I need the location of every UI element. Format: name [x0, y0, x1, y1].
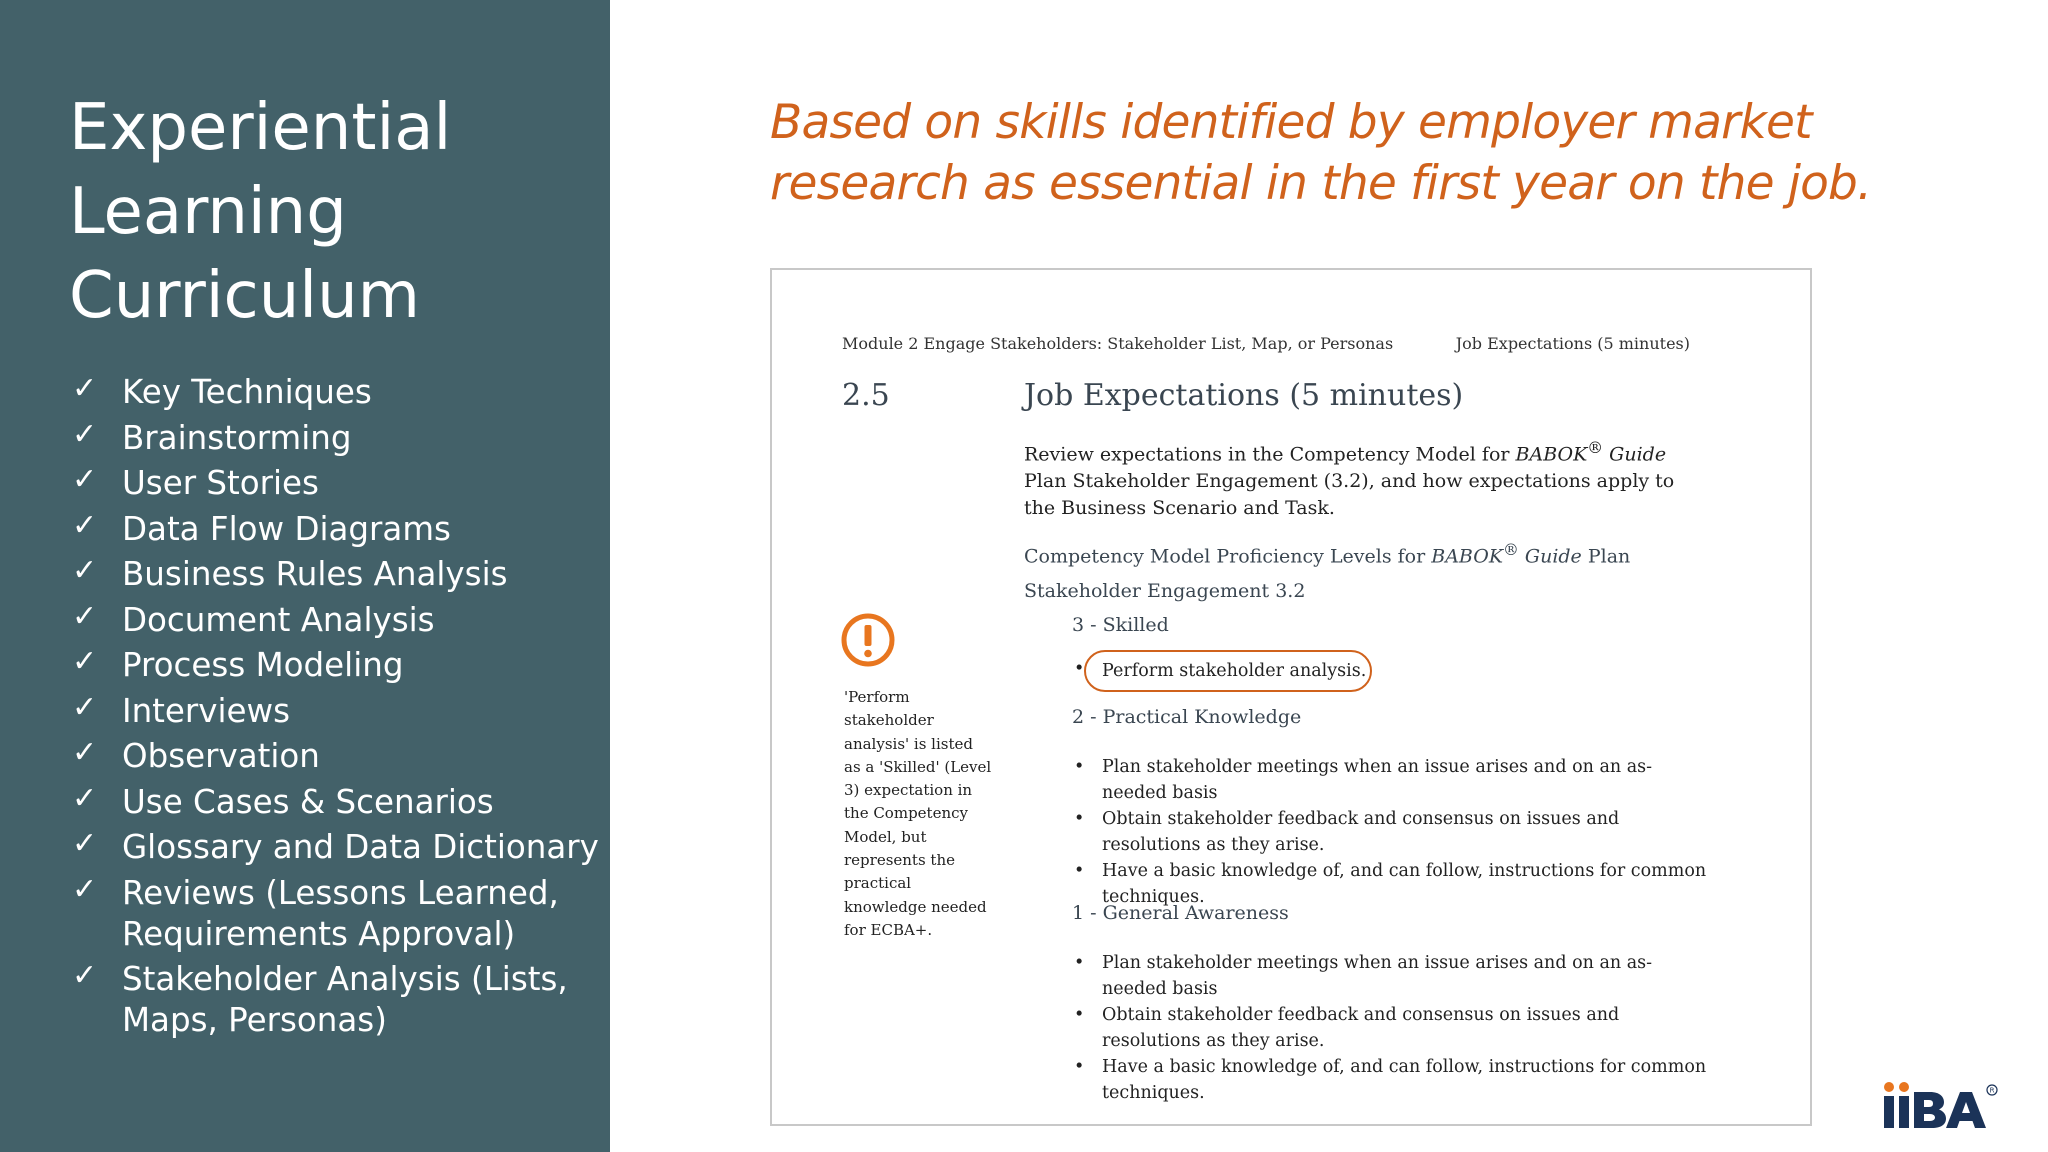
checklist-item: ✓ Stakeholder Analysis (Lists, Maps, Personas)	[72, 959, 602, 1041]
document-header-right: Job Expectations (5 minutes)	[1455, 334, 1690, 353]
checkmark-icon: ✓	[72, 689, 98, 725]
svg-text:R: R	[1989, 1086, 1995, 1095]
practical-knowledge-list	[1072, 754, 1712, 910]
technique-checklist	[72, 372, 602, 1046]
list-item: • Have a basic knowledge of, and can follow, instructions for common techniques.	[1072, 858, 1712, 910]
side-note: 'Perform stakeholder analysis' is listed as a 'Skilled' (Level 3) expectation in the Competency Model, but represents the practical knowledge needed for ECBA+.	[844, 688, 992, 939]
general-awareness-list	[1072, 950, 1712, 1106]
list-item: • Plan stakeholder meetings when an issue arises and on an as-needed basis	[1072, 754, 1712, 806]
checkmark-icon: ✓	[72, 598, 98, 634]
proficiency-levels-heading: Competency Model Proficiency Levels for BABOK® Guide Plan Stakeholder Engagement 3.2	[1024, 540, 1631, 603]
checklist-item: ✓ Brainstorming	[72, 418, 602, 459]
checklist-item: ✓ Document Analysis	[72, 600, 602, 641]
checklist-item: ✓ Observation	[72, 736, 602, 777]
checkmark-icon: ✓	[72, 416, 98, 452]
checkmark-icon: ✓	[72, 371, 98, 406]
checkmark-icon: ✓	[72, 780, 98, 816]
checkmark-icon: ✓	[72, 826, 98, 861]
iiba-logo	[1880, 1080, 2000, 1132]
checklist-item: ✓ Business Rules Analysis	[72, 554, 602, 595]
checkmark-icon: ✓	[72, 735, 98, 770]
document-header-left: Module 2 Engage Stakeholders: Stakeholder List, Map, or Personas	[842, 334, 1394, 353]
headline: Based on skills identified by employer market research as essential in the first year on the job.	[770, 95, 1872, 211]
sidebar-title: Experiential Learning Curriculum	[69, 91, 452, 333]
level-skilled-heading: 3 - Skilled	[1072, 614, 1169, 636]
sidebar-panel	[0, 0, 610, 1152]
checklist-item: ✓ Data Flow Diagrams	[72, 509, 602, 550]
checklist-item: ✓ Process Modeling	[72, 645, 602, 686]
level-practical-heading: 2 - Practical Knowledge	[1072, 706, 1302, 728]
checklist-item: ✓ Glossary and Data Dictionary	[72, 827, 602, 868]
checklist-item: ✓ Use Cases & Scenarios	[72, 782, 602, 823]
checkmark-icon: ✓	[72, 507, 98, 543]
list-item: • Obtain stakeholder feedback and consensus on issues and resolutions as they arise.	[1072, 1002, 1712, 1054]
checkmark-icon: ✓	[72, 553, 98, 588]
checkmark-icon: ✓	[72, 462, 98, 497]
section-number: 2.5	[842, 378, 890, 413]
list-item: • Obtain stakeholder feedback and consensus on issues and resolutions as they arise.	[1072, 806, 1712, 858]
exclamation-circle-icon	[840, 610, 896, 670]
section-title: Job Expectations (5 minutes)	[1024, 378, 1464, 413]
checklist-item: ✓ Key Techniques	[72, 372, 602, 413]
list-item: • Have a basic knowledge of, and can follow, instructions for common techniques.	[1072, 1054, 1712, 1106]
bullet: •	[1074, 659, 1085, 679]
highlighted-skill: Perform stakeholder analysis.	[1084, 650, 1372, 692]
checkmark-icon: ✓	[72, 644, 98, 679]
checkmark-icon: ✓	[72, 958, 98, 993]
checklist-item: ✓ User Stories	[72, 463, 602, 504]
document-excerpt	[770, 268, 1812, 1126]
list-item: • Plan stakeholder meetings when an issue arises and on an as-needed basis	[1072, 950, 1712, 1002]
level-general-heading: 1 - General Awareness	[1072, 902, 1289, 924]
checkmark-icon: ✓	[72, 871, 98, 907]
intro-paragraph: Review expectations in the Competency Model for BABOK® Guide Plan Stakeholder Engagement (3.2), and how expectations apply to the Business Scenario and Task.	[1024, 438, 1675, 520]
checklist-item: ✓ Reviews (Lessons Learned, Requirements Approval)	[72, 873, 602, 955]
checklist-item: ✓ Interviews	[72, 691, 602, 732]
